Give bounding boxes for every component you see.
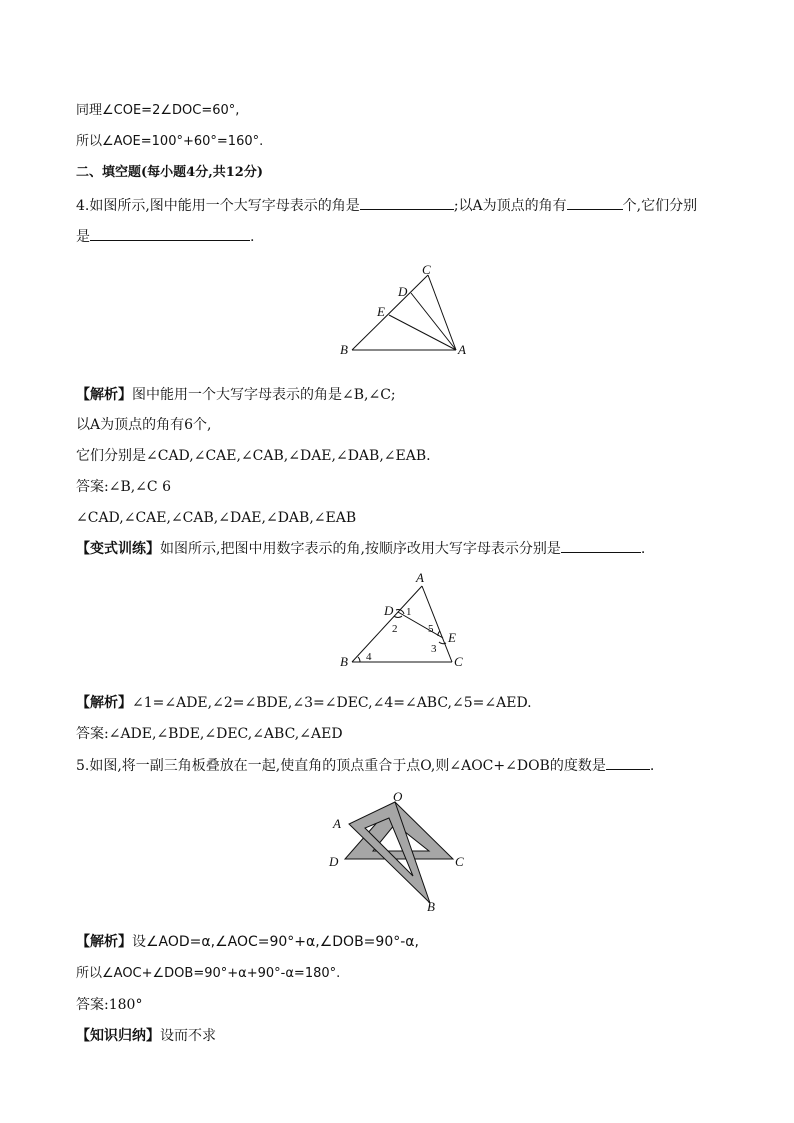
fig1-line-BC bbox=[352, 275, 428, 350]
analysis-5-text: 设∠AOD=α,∠AOC=90°+α,∠DOB=90°-α, bbox=[132, 934, 419, 950]
q5-blank bbox=[606, 757, 650, 770]
analysis-4-text: ∠1=∠ADE,∠2=∠BDE,∠3=∠DEC,∠4=∠ABC,∠5=∠AED. bbox=[132, 695, 532, 711]
fig1-line-CA bbox=[428, 275, 456, 350]
q4-blank-3 bbox=[90, 228, 250, 241]
fig3-label-C: C bbox=[455, 854, 464, 869]
fig1-label-C: C bbox=[422, 262, 431, 277]
analysis-5 bbox=[76, 933, 419, 951]
fig2-number-3: 3 bbox=[431, 643, 437, 655]
fig2-number-5: 5 bbox=[428, 623, 434, 635]
analysis-1-text: 图中能用一个大写字母表示的角是∠B,∠C; bbox=[132, 387, 396, 403]
fig3-label-O: O bbox=[393, 789, 403, 804]
fig2-number-1: 1 bbox=[406, 606, 412, 618]
q4-text-c: 个,它们分别 bbox=[622, 198, 698, 214]
question-4-line-1 bbox=[76, 197, 697, 215]
figure-set-squares bbox=[325, 790, 475, 915]
q4-text-d: 是 bbox=[76, 229, 90, 245]
knowledge-label: 【知识归纳】 bbox=[76, 1028, 160, 1044]
fig1-line-EA bbox=[389, 315, 456, 350]
fig2-label-E: E bbox=[448, 630, 456, 645]
figure-triangle-2 bbox=[330, 570, 480, 670]
fig1-label-B: B bbox=[340, 342, 348, 357]
q4-text-a: 4.如图所示,图中能用一个大写字母表示的角是 bbox=[76, 198, 360, 214]
fig2-angle-arc-4 bbox=[358, 657, 360, 662]
answer-3: 答案:∠ADE,∠BDE,∠DEC,∠ABC,∠AED bbox=[76, 726, 343, 742]
answer-1: 答案:∠B,∠C 6 bbox=[76, 479, 171, 495]
variation-training bbox=[76, 540, 645, 558]
answer-2: ∠CAD,∠CAE,∠CAB,∠DAE,∠DAB,∠EAB bbox=[76, 510, 357, 526]
question-4-line-2 bbox=[76, 228, 254, 246]
answer-4: 答案:180° bbox=[76, 997, 143, 1013]
variation-text: 如图所示,把图中用数字表示的角,按顺序改用大写字母表示分别是 bbox=[160, 541, 561, 557]
variation-label: 【变式训练】 bbox=[76, 541, 160, 557]
fig1-label-D: D bbox=[398, 284, 408, 299]
analysis-3: 它们分别是∠CAD,∠CAE,∠CAB,∠DAE,∠DAB,∠EAB. bbox=[76, 448, 431, 464]
q4-text-e: . bbox=[250, 229, 255, 245]
fig2-number-2: 2 bbox=[392, 623, 398, 635]
fig2-line-AC bbox=[422, 586, 452, 662]
analysis-label-3: 【解析】 bbox=[76, 934, 132, 950]
analysis-label: 【解析】 bbox=[76, 387, 132, 403]
q5-end: . bbox=[649, 758, 655, 774]
fig3-label-A: A bbox=[333, 816, 341, 831]
q4-blank-1 bbox=[360, 197, 454, 210]
q5-text: 5.如图,将一副三角板叠放在一起,使直角的顶点重合于点O,则∠AOC+∠DOB的度数是 bbox=[76, 758, 606, 774]
fig3-label-B: B bbox=[427, 899, 435, 914]
fig1-label-A: A bbox=[458, 342, 466, 357]
knowledge-summary bbox=[76, 1027, 216, 1045]
fig2-number-4: 4 bbox=[366, 651, 372, 663]
fig1-label-E: E bbox=[377, 304, 385, 319]
fig2-label-B: B bbox=[340, 654, 348, 669]
variation-end: . bbox=[640, 541, 646, 557]
fig3-label-D: D bbox=[329, 854, 339, 869]
question-5 bbox=[76, 757, 654, 775]
section-heading: 二、填空题(每小题4分,共12分) bbox=[76, 165, 263, 180]
variation-blank bbox=[561, 540, 641, 553]
q4-text-b: ;以A为顶点的角有 bbox=[453, 198, 567, 214]
q4-blank-2 bbox=[567, 197, 623, 210]
text-line-1: 同理∠COE=2∠DOC=60°, bbox=[76, 103, 240, 118]
analysis-2: 以A为顶点的角有6个, bbox=[76, 417, 212, 433]
fig2-label-C: C bbox=[454, 654, 463, 669]
analysis-label-2: 【解析】 bbox=[76, 695, 132, 711]
text-line-2: 所以∠AOE=100°+60°=160°. bbox=[76, 134, 264, 149]
analysis-1 bbox=[76, 386, 396, 404]
analysis-6: 所以∠AOC+∠DOB=90°+α+90°-α=180°. bbox=[76, 966, 341, 981]
fig2-line-BA bbox=[352, 586, 422, 662]
knowledge-text: 设而不求 bbox=[160, 1028, 216, 1044]
fig2-line-DE bbox=[398, 612, 443, 638]
fig2-angle-arc-2 bbox=[394, 616, 402, 618]
fig2-label-D: D bbox=[384, 603, 394, 618]
analysis-4 bbox=[76, 694, 532, 712]
fig2-label-A: A bbox=[416, 570, 424, 585]
fig1-line-DA bbox=[411, 293, 456, 350]
figure-triangle-1 bbox=[330, 262, 480, 362]
